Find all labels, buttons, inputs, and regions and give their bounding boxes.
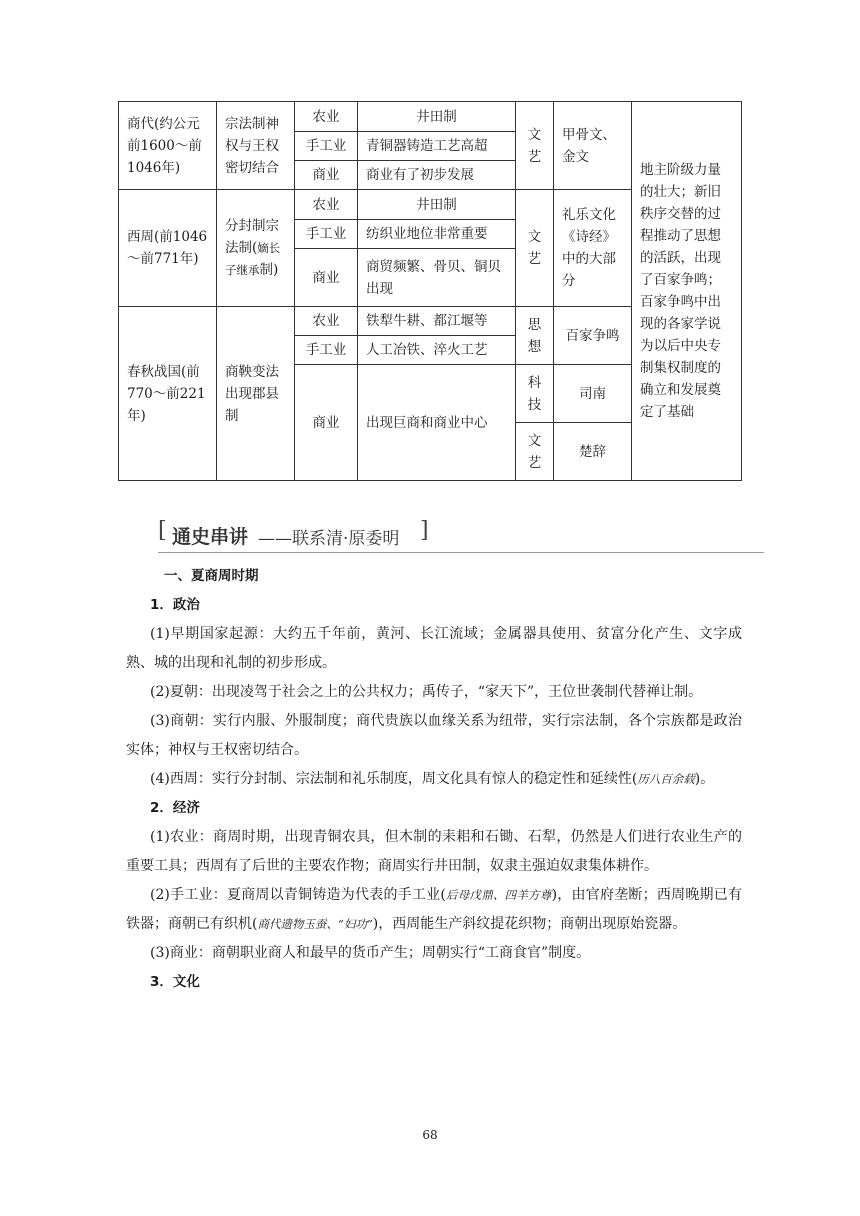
paragraph-handicraft: (2)手工业：夏商周以青铜铸造为代表的手工业(后母戊鼎、四羊方尊)，由官府垄断；西周晚期已有铁器；商朝已有织机(商代遗物玉蚕、“妇功”)，西周能生产斜纹提花织物；商朝出现原始瓷器。: [126, 887, 742, 932]
shang-period: 商代(约公元前1600～前1046年): [119, 102, 217, 190]
section-bracket-right: ]: [420, 518, 429, 543]
paragraph-origin: (1)早期国家起源：大约五千年前，黄河、长江流域；金属器具使用、贫富分化产生、文字成熟、城的出现和礼制的初步形成。: [126, 626, 742, 671]
zhou-politics: 分封制宗法制(嫡长子继承制): [217, 190, 295, 307]
chunqiu-thought-label: 思想: [516, 307, 554, 365]
chunqiu-commerce-text: 出现巨商和商业中心: [358, 365, 516, 481]
chunqiu-art-label: 文艺: [516, 423, 554, 481]
shang-agriculture-label: 农业: [295, 102, 358, 132]
paragraph-xia: (2)夏朝：出现凌驾于社会之上的公共权力；禹传子，“家天下”，王位世袭制代替禅让制。: [150, 684, 703, 700]
main-content: [126, 562, 742, 997]
zhou-commerce-text: 商贸频繁、骨贝、铜贝出现: [358, 249, 516, 307]
chunqiu-handicraft-text: 人工冶铁、淬火工艺: [358, 336, 516, 365]
shang-handicraft-text: 青铜器铸造工艺高超: [358, 132, 516, 161]
heading-politics: 1．政治: [150, 597, 200, 613]
chunqiu-thought-text: 百家争鸣: [554, 307, 632, 365]
chunqiu-commerce-label: 商业: [295, 365, 358, 481]
chunqiu-tech-label: 科技: [516, 365, 554, 423]
zhou-handicraft-label: 手工业: [295, 220, 358, 249]
paragraph-western-zhou: (4)西周：实行分封制、宗法制和礼乐制度，周文化具有惊人的稳定性和延续性(历八百余载)。: [150, 771, 715, 787]
chunqiu-tech-text: 司南: [554, 365, 632, 423]
zhou-culture-label: 文艺: [516, 190, 554, 307]
zhou-period: 西周(前1046～前771年): [119, 190, 217, 307]
summary-cell: 地主阶级力量的壮大；新旧秩序交替的过程推动了思想的活跃，出现了百家争鸣；百家争鸣中出现的各家学说为以后中央专制集权制度的确立和发展奠定了基础: [632, 102, 742, 481]
chunqiu-agriculture-text: 铁犁牛耕、都江堰等: [358, 307, 516, 336]
paragraph-agriculture: (1)农业：商周时期，出现青铜农具，但木制的耒耜和石锄、石犁，仍然是人们进行农业生产的重要工具；西周有了后世的主要农作物；商周实行井田制，奴隶主强迫奴隶集体耕作。: [126, 829, 742, 874]
zhou-agriculture-label: 农业: [295, 190, 358, 220]
paragraph-shang: (3)商朝：实行内服、外服制度；商代贵族以血缘关系为纽带，实行宗法制，各个宗族都是政治实体；神权与王权密切结合。: [126, 713, 742, 758]
chunqiu-politics: 商鞅变法出现郡县制: [217, 307, 295, 481]
paragraph-commerce: (3)商业：商朝职业商人和最早的货币产生；周朝实行“工商食官”制度。: [150, 945, 591, 961]
heading-culture: 3．文化: [150, 974, 200, 990]
heading-period: 一、夏商周时期: [164, 568, 259, 584]
shang-culture-label: 文艺: [516, 102, 554, 190]
page-number: 68: [422, 1128, 438, 1142]
chunqiu-period: 春秋战国(前770～前221年): [119, 307, 217, 481]
zhou-agriculture-text: 井田制: [358, 190, 516, 220]
chunqiu-agriculture-label: 农业: [295, 307, 358, 336]
heading-economy: 2．经济: [150, 800, 200, 816]
zhou-culture-text: 礼乐文化《诗经》中的大部分: [554, 190, 632, 307]
shang-agriculture-text: 井田制: [358, 102, 516, 132]
section-title: 通史串讲: [172, 526, 249, 548]
shang-commerce-text: 商业有了初步发展: [358, 161, 516, 190]
shang-handicraft-label: 手工业: [295, 132, 358, 161]
chunqiu-art-text: 楚辞: [554, 423, 632, 481]
zhou-commerce-label: 商业: [295, 249, 358, 307]
chunqiu-handicraft-label: 手工业: [295, 336, 358, 365]
shang-commerce-label: 商业: [295, 161, 358, 190]
shang-culture-text: 甲骨文、金文: [554, 102, 632, 190]
history-table: [118, 101, 742, 481]
section-bracket-left: [: [158, 518, 167, 543]
section-header: [158, 520, 764, 553]
zhou-handicraft-text: 纺织业地位非常重要: [358, 220, 516, 249]
shang-politics: 宗法制神权与王权密切结合: [217, 102, 295, 190]
section-subtitle: ——联系清·原委明: [258, 529, 400, 549]
